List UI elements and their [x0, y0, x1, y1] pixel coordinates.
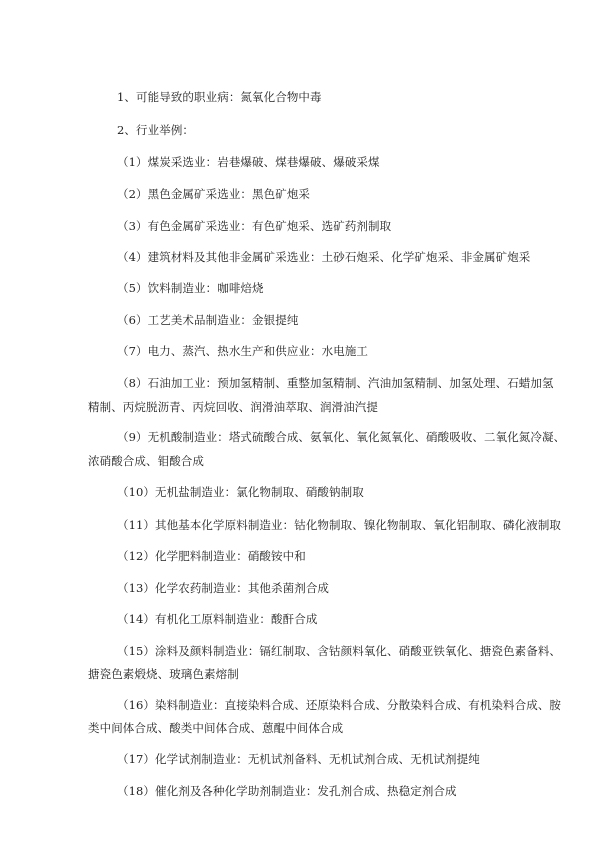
- list-item: （4）建筑材料及其他非金属矿采选业：土砂石炮采、化学矿炮采、非金属矿炮采: [117, 250, 531, 264]
- list-item: （8）石油加工业：预加氢精制、重整加氢精制、汽油加氢精制、加氢处理、石蜡加氢: [117, 376, 554, 390]
- list-item-continuation: 搪瓷色素煅烧、玻璃色素熔制: [88, 667, 239, 681]
- list-item-continuation: 类中间体合成、酸类中间体合成、蒽醌中间体合成: [88, 721, 344, 735]
- occupational-disease-line: 1、可能导致的职业病：氮氧化合物中毒: [117, 90, 322, 104]
- industry-examples-heading: 2、行业举例：: [117, 123, 195, 137]
- list-item: （5）饮料制造业：咖啡焙烧: [117, 281, 264, 295]
- list-item: （2）黑色金属矿采选业：黑色矿炮采: [117, 187, 311, 201]
- list-item: （6）工艺美术品制造业：金银提纯: [117, 313, 299, 327]
- list-item: （15）涂料及颜料制造业：镉红制取、含钴颜料氧化、硝酸亚铁氧化、搪瓷色素备料、: [117, 644, 562, 658]
- list-item-continuation: 浓硝酸合成、钼酸合成: [88, 454, 204, 468]
- list-item: （17）化学试剂制造业：无机试剂备料、无机试剂合成、无机试剂提纯: [117, 752, 480, 766]
- list-item: （9）无机酸制造业：塔式硫酸合成、氨氧化、氧化氮氧化、硝酸吸收、二氧化氮冷凝、: [117, 430, 566, 444]
- list-item: （3）有色金属矿采选业：有色矿炮采、选矿药剂制取: [117, 219, 392, 233]
- list-item: （1）煤炭采选业：岩巷爆破、煤巷爆破、爆破采煤: [117, 155, 380, 169]
- list-item: （11）其他基本化学原料制造业：钴化物制取、镍化物制取、氧化铝制取、磷化液制取: [117, 518, 562, 532]
- list-item: （18）催化剂及各种化学助剂制造业：发孔剂合成、热稳定剂合成: [117, 784, 457, 798]
- list-item: （16）染料制造业：直接染料合成、还原染料合成、分散染料合成、有机染料合成、胺: [117, 698, 562, 712]
- list-item: （7）电力、蒸汽、热水生产和供应业：水电施工: [117, 344, 369, 358]
- list-item: （14）有机化工原料制造业：酸酐合成: [117, 612, 318, 626]
- list-item-continuation: 精制、丙烷脱沥青、丙烷回收、润滑油萃取、润滑油汽提: [88, 400, 378, 414]
- list-item: （10）无机盐制造业：氯化物制取、硝酸钠制取: [117, 485, 364, 499]
- list-item: （13）化学农药制造业：其他杀菌剂合成: [117, 581, 330, 595]
- list-item: （12）化学肥料制造业：硝酸铵中和: [117, 549, 306, 563]
